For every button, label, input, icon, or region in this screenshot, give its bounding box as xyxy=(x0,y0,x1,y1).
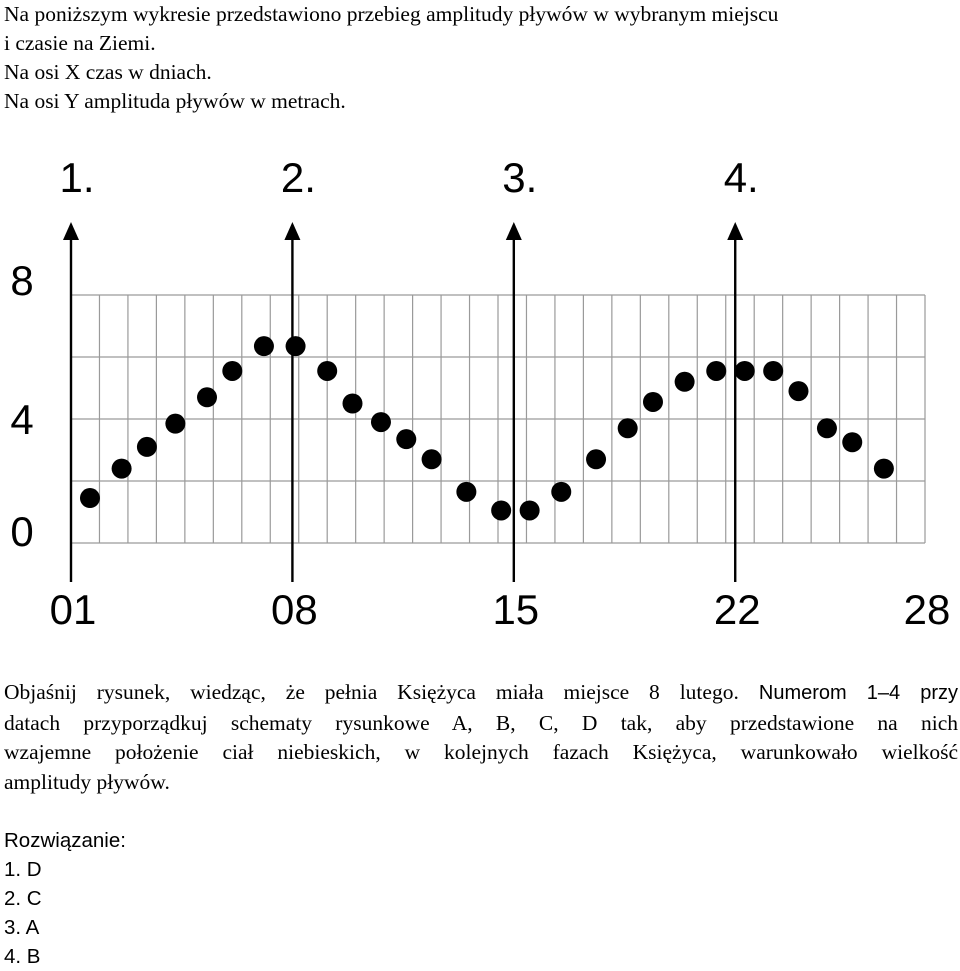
x-tick-label: 01 xyxy=(49,586,97,633)
x-tick-label: 15 xyxy=(492,586,540,633)
x-tick-label: 08 xyxy=(271,586,318,633)
data-point xyxy=(763,361,783,381)
data-point xyxy=(874,459,894,479)
data-point xyxy=(643,392,663,412)
y-tick-label: 0 xyxy=(10,508,34,555)
task-line-2: datach przyporządkuj schematy rysunkowe A, B, C, D tak, aby przedstawione na nich xyxy=(4,710,958,735)
marker-arrows xyxy=(63,222,743,582)
task-line-3: wzajemne położenie ciał niebieskich, w kolejnych fazach Księżyca, warunkowało wielkość xyxy=(4,740,958,764)
data-point xyxy=(343,394,363,414)
data-point xyxy=(817,418,837,438)
data-point xyxy=(491,500,511,520)
solution-answer-3: 3. A xyxy=(4,916,40,939)
marker-label: 2. xyxy=(280,154,316,201)
task-line-1 xyxy=(4,678,958,709)
solution-block xyxy=(4,826,126,971)
data-point xyxy=(735,361,755,381)
data-point xyxy=(675,372,695,392)
data-point xyxy=(165,414,185,434)
data-point xyxy=(371,412,391,432)
data-point xyxy=(422,449,442,469)
data-points xyxy=(80,336,894,520)
tide-amplitude-chart xyxy=(0,140,960,640)
data-point xyxy=(520,500,540,520)
data-point xyxy=(317,361,337,381)
data-point xyxy=(222,361,242,381)
y-tick-label: 8 xyxy=(10,257,34,304)
task-line-1-sans: Numerom 1–4 przy xyxy=(738,682,958,704)
data-point xyxy=(197,387,217,407)
intro-line-4: Na osi Y amplituda pływów w metrach. xyxy=(4,89,346,113)
intro-line-3: Na osi X czas w dniach. xyxy=(4,60,212,84)
solution-answer-4: 4. B xyxy=(4,945,41,968)
intro-text xyxy=(4,0,958,116)
intro-line-1: Na poniższym wykresie przedstawiono przebieg amplitudy pływów w wybranym miejscu xyxy=(4,2,779,26)
x-tick-label: 28 xyxy=(903,586,951,633)
data-point xyxy=(396,429,416,449)
data-point xyxy=(618,418,638,438)
data-point xyxy=(254,336,274,356)
data-point xyxy=(842,432,862,452)
intro-line-2: i czasie na Ziemi. xyxy=(4,31,156,55)
data-point xyxy=(586,449,606,469)
data-point xyxy=(286,336,306,356)
marker-label: 4. xyxy=(723,154,759,201)
data-point xyxy=(80,488,100,508)
marker-arrow-head xyxy=(727,222,743,240)
marker-arrow-head xyxy=(506,222,522,240)
marker-label: 3. xyxy=(502,154,538,201)
data-point xyxy=(456,482,476,502)
solution-answer-2: 2. C xyxy=(4,887,42,910)
solution-answer-1: 1. D xyxy=(4,858,42,881)
data-point xyxy=(551,482,571,502)
task-text xyxy=(4,678,958,797)
y-tick-label: 4 xyxy=(10,396,34,443)
solution-heading: Rozwiązanie: xyxy=(4,829,126,852)
marker-label: 1. xyxy=(59,154,95,201)
data-point xyxy=(788,381,808,401)
task-line-4: amplitudy pływów. xyxy=(4,769,170,794)
data-point xyxy=(706,361,726,381)
marker-arrow-head xyxy=(284,222,300,240)
marker-arrow-head xyxy=(63,222,79,240)
data-point xyxy=(137,437,157,457)
task-line-1-serif: Objaśnij rysunek, wiedząc, że pełnia Księżyca miała miejsce 8 lutego. xyxy=(4,680,739,704)
chart-labels xyxy=(10,154,950,633)
x-tick-label: 22 xyxy=(713,586,761,633)
data-point xyxy=(112,459,132,479)
